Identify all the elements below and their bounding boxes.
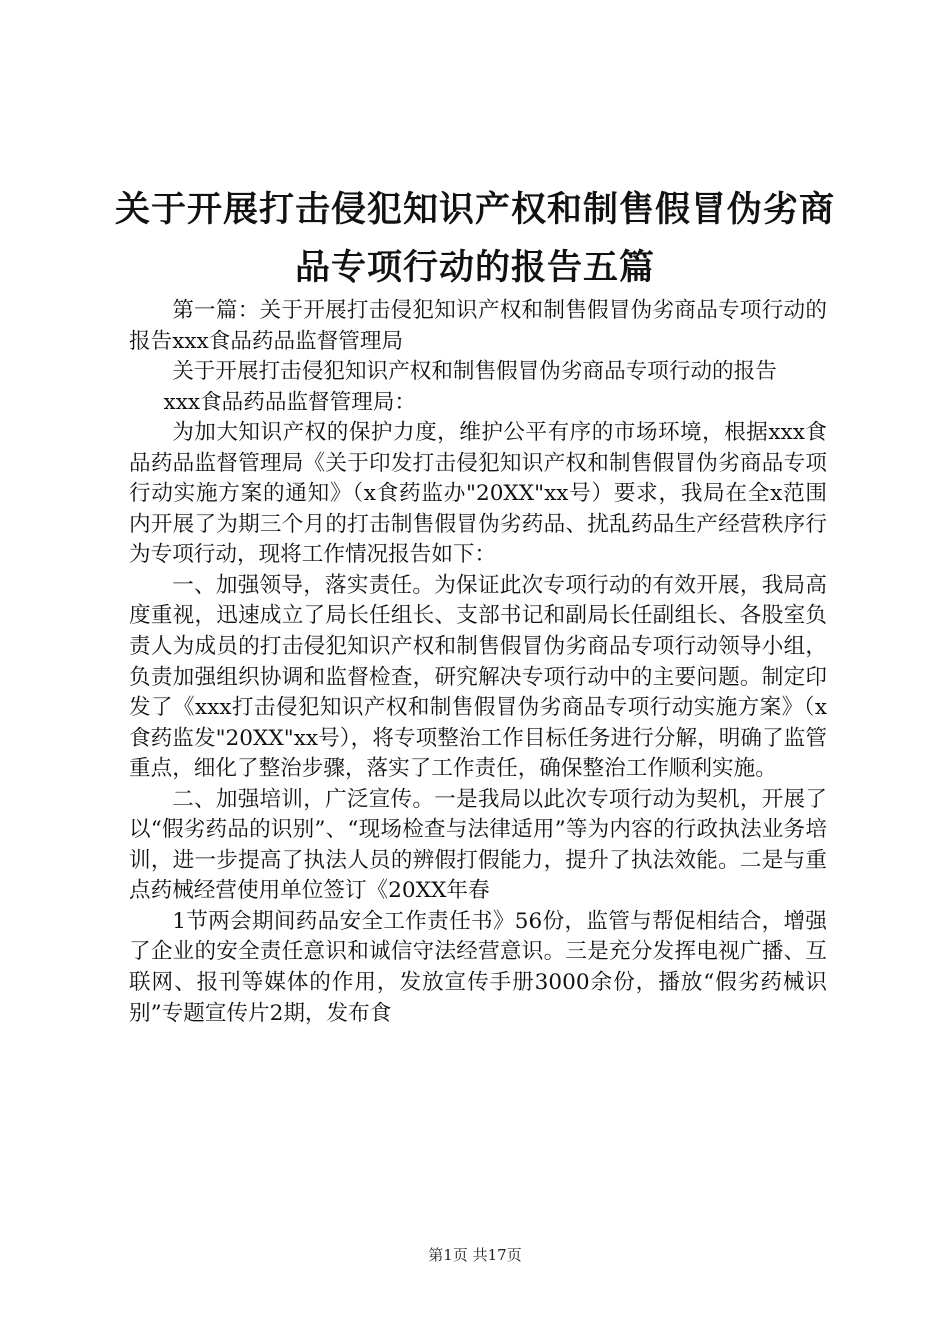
paragraph-5: 一、加强领导，落实责任。为保证此次专项行动的有效开展，我局高度重视，迅速成立了局长任组长、支部书记和副局长任副组长、各股室负责人为成员的打击侵犯知识产权和制售假冒伪劣商品专项行动领导小组，负责加强组织协调和监督检查，研究解决专项行动中的主要问题。制定印发了《xxx打击侵犯知识产权和制售假冒伪劣商品专项行动实施方案》（x食药监发"20XX"xx号），将专项整治工作目标任务进行分解，明确了监管重点，细化了整治步骤，落实了工作责任，确保整治工作顺利实施。 xyxy=(129,572,827,782)
document-title-line-2: 品专项行动的报告五篇 xyxy=(294,248,655,288)
paragraph-1: 第一篇：关于开展打击侵犯知识产权和制售假冒伪劣商品专项行动的报告xxx食品药品监督管理局 xyxy=(129,298,827,354)
document-body xyxy=(129,296,827,1029)
paragraph-6: 二、加强培训，广泛宣传。一是我局以此次专项行动为契机，开展了以“假劣药品的识别”、“现场检查与法律适用”等为内容的行政执法业务培训，进一步提高了执法人员的辨假打假能力，提升了执法效能。二是与重点药械经营使用单位签订《20XX年春 xyxy=(129,786,827,904)
page-footer: 第1页 共17页 xyxy=(428,1246,522,1264)
paragraph-3: xxx食品药品监督管理局： xyxy=(163,389,417,415)
document-title-line-1: 关于开展打击侵犯知识产权和制售假冒伪劣商 xyxy=(114,190,835,230)
paragraph-4: 为加大知识产权的保护力度，维护公平有序的市场环境，根据xxx食品药品监督管理局《关于印发打击侵犯知识产权和制售假冒伪劣商品专项行动实施方案的通知》（x食药监办"20XX"xx号）要求，我局在全x范围内开展了为期三个月的打击制售假冒伪劣药品、扰乱药品生产经营秩序行为专项行动，现将工作情况报告如下： xyxy=(129,420,827,568)
paragraph-2: 关于开展打击侵犯知识产权和制售假冒伪劣商品专项行动的报告 xyxy=(172,359,777,385)
paragraph-7: 1节两会期间药品安全工作责任书》56份，监管与帮促相结合，增强了企业的安全责任意识和诚信守法经营意识。三是充分发挥电视广播、互联网、报刊等媒体的作用，发放宣传手册3000余份，播放“假劣药械识别”专题宣传片2期，发布食 xyxy=(129,908,827,1026)
